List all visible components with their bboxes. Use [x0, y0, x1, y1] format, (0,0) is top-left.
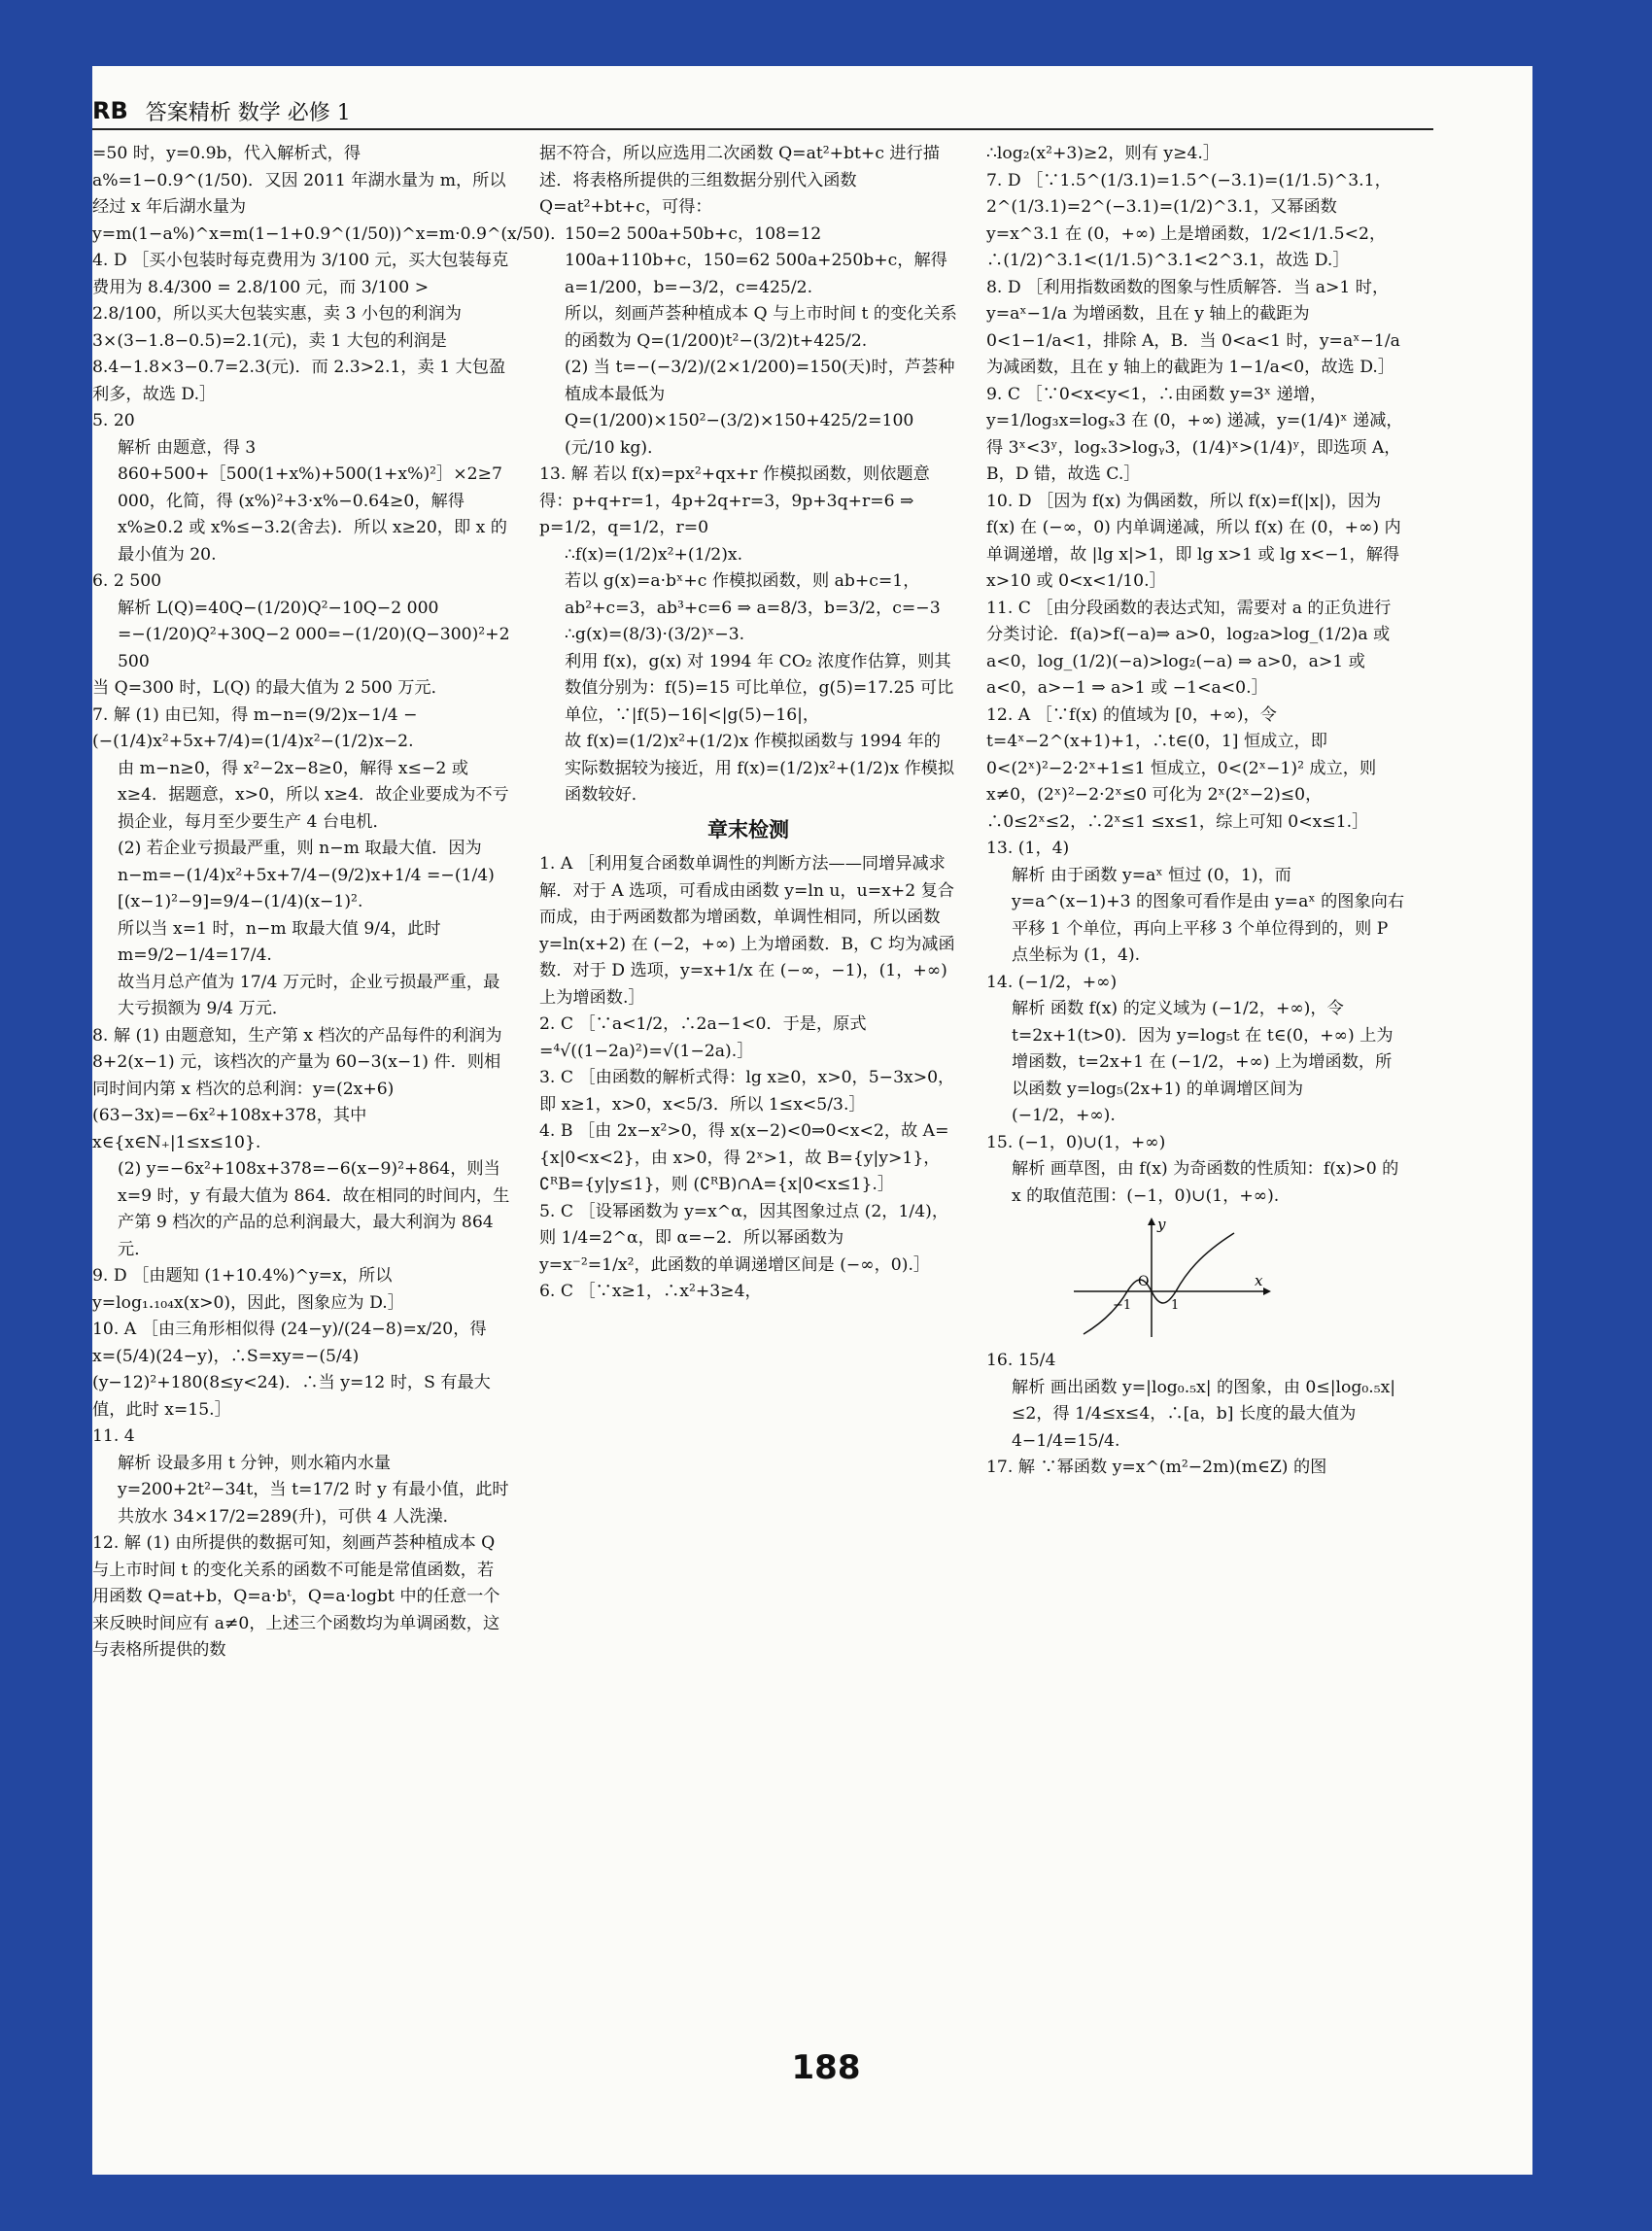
- tick-1: 1: [1171, 1298, 1180, 1313]
- text-block: ∴g(x)=(8/3)·(3/2)ˣ−3.: [565, 625, 745, 644]
- text-block: ∴f(x)=(1/2)x²+(1/2)x.: [565, 544, 743, 565]
- explanation: 解析 设最多用 t 分钟，则水箱内水量 y=200+2t²−34t，当 t=17/2 时 y 有最小值，此时共放水 34×17/2=289(升)，可供 4 人洗澡．: [118, 1453, 509, 1527]
- origin-label: O: [1138, 1274, 1150, 1289]
- answer-item: 11. 4: [92, 1426, 135, 1446]
- explanation: 解析 画草图，由 f(x) 为奇函数的性质知：f(x)>0 的 x 的取值范围：(−1，0)∪(1，+∞).: [1012, 1159, 1399, 1206]
- answer-item: 5. 20: [92, 411, 135, 430]
- equation-system: 150=2 500a+50b+c，108=12 100a+110b+c，150=62 500a+250b+c，解得 a=1/200，b=−3/2，c=425/2.: [565, 223, 947, 297]
- explanation: 解析 画出函数 y=|log₀.₅x| 的图象，由 0≤|log₀.₅x|≤2，得 1/4≤x≤4，∴[a，b] 长度的最大值为 4−1/4=15/4.: [1012, 1377, 1396, 1451]
- answer-item: 17. 解 ∵幂函数 y=x^(m²−2m)(m∈Z) 的图: [986, 1458, 1327, 1477]
- column-left: [92, 141, 568, 1665]
- answer-item: 6. C ［∵x≥1，∴x²+3≥4，: [539, 1282, 762, 1301]
- odd-function-sketch: [1064, 1216, 1278, 1342]
- text-block: 故当月总产值为 17/4 万元时，企业亏损最严重，最大亏损额为 9/4 万元．: [118, 972, 500, 1018]
- text-block: 所以，刻画芦荟种植成本 Q 与上市时间 t 的变化关系的函数为 Q=(1/200)t²−(3/2)t+425/2.: [565, 304, 957, 351]
- answer-item: 14. (−1/2，+∞): [986, 972, 1118, 992]
- answer-item: 2. C ［∵a<1/2，∴2a−1<0．于是，原式=⁴√((1−2a)²)=√(1−2a).］: [539, 1014, 867, 1061]
- answer-item: 7. D ［∵1.5^(1/3.1)=1.5^(−3.1)=(1/1.5)^3.1，2^(1/3.1)=2^(−3.1)=(1/2)^3.1，又幂函数 y=x^3.1 在 (0，+∞) 上是增函数，1/2<1/1.5<2，∴(1/2)^3.1<(1/1.5)^3.1<2^3.1，故选 D.］: [986, 170, 1392, 270]
- explanation: 解析 由题意，得 3 860+500+［500(1+x%)+500(1+x%)²］×2≥7 000，化简，得 (x%)²+3·x%−0.64≥0，解得 x%≥0.2 或 x%≤−3.2(舍去)．所以 x≥20，即 x 的最小值为 20.: [118, 437, 507, 565]
- page-number: 188: [791, 2048, 861, 2087]
- explanation: 解析 由于函数 y=aˣ 恒过 (0，1)，而 y=a^(x−1)+3 的图象可看作是由 y=aˣ 的图象向右平移 1 个单位，再向上平移 3 个单位得到的，则 P 点坐标为 (1，4).: [1012, 865, 1405, 965]
- text-block: 据不符合，所以应选用二次函数 Q=at²+bt+c 进行描述．将表格所提供的三组数据分别代入函数 Q=at²+bt+c，可得：: [539, 144, 940, 217]
- answer-item: 7. 解 (1) 由已知，得 m−n=(9/2)x−1/4 −(−(1/4)x²+5x+7/4)=(1/4)x²−(1/2)x−2.: [92, 704, 418, 751]
- text-block: 当 Q=300 时，L(Q) 的最大值为 2 500 万元．: [92, 678, 448, 698]
- answer-item: 5. C ［设幂函数为 y=x^α，因其图象过点 (2，1/4)，则 1/4=2^α，即 α=−2．所以幂函数为 y=x⁻²=1/x²，此函数的单调递增区间是 (−∞，0).］: [539, 1201, 949, 1275]
- text-block: =50 时，y=0.9b，代入解析式，得 a%=1−0.9^(1/50)．又因 2011 年湖水量为 m，所以经过 x 年后湖水量为 y=m(1−a%)^x=m(1−1+0.9^(1/50))^x=m·0.9^(x/50)．: [92, 144, 568, 244]
- answer-item: 13. 解 若以 f(x)=px²+qx+r 作模拟函数，则依题意得：p+q+r=1，4p+2q+r=3，9p+3q+r=6 ⇒ p=1/2，q=1/2，r=0: [539, 464, 930, 537]
- text-block: ∴log₂(x²+3)≥2，则有 y≥4.］: [986, 144, 1221, 163]
- answer-item: 12. 解 (1) 由所提供的数据可知，刻画芦荟种植成本 Q 与上市时间 t 的变化关系的函数不可能是常值函数，若用函数 Q=at+b，Q=a·bᵗ，Q=a·logbt 中的任意一个来反映时间应有 a≠0，上述三个函数均为单调函数，这与表格所提供的数: [92, 1533, 500, 1660]
- text-block: 利用 f(x)，g(x) 对 1994 年 CO₂ 浓度作估算，则其数值分别为：f(5)=15 可比单位，g(5)=17.25 可比单位，∵|f(5)−16|<|g(5)−16|，: [565, 651, 954, 725]
- x-axis-arrow: [1263, 1287, 1271, 1295]
- answer-item: 8. 解 (1) 由题意知，生产第 x 档次的产品每件的利润为 8+2(x−1) 元，该档次的产量为 60−3(x−1) 件．则相同时间内第 x 档次的总利润：y=(2x+6)(63−3x)=−6x²+108x+378，其中 x∈{x∈N₊|1≤x≤10}.: [92, 1025, 502, 1152]
- y-axis-arrow: [1148, 1218, 1155, 1225]
- text-block: 由 m−n≥0，得 x²−2x−8≥0，解得 x≤−2 或 x≥4．据题意，x>0，所以 x≥4．故企业要成为不亏损企业，每月至少要生产 4 台电机．: [118, 758, 509, 832]
- answer-item: 10. A ［由三角形相似得 (24−y)/(24−8)=x/20，得 x=(5/4)(24−y)，∴S=xy=−(5/4)(y−12)²+180(8≤y<24)．∴当 y=12 时，S 有最大值，此时 x=15.］: [92, 1320, 491, 1420]
- answer-item: 9. C ［∵0<x<y<1，∴由函数 y=3ˣ 递增，y=1/log₃x=logₓ3 在 (0，+∞) 递减，y=(1/4)ˣ 递减，得 3ˣ<3ʸ，logₓ3>logᵧ3，(1/4)ˣ>(1/4)ʸ，即选项 A，B，D 错，故选 C.］: [986, 384, 1403, 484]
- answer-item: 16. 15/4: [986, 1351, 1056, 1370]
- section-title: 章末检测: [707, 817, 789, 841]
- text-block: Q=(1/200)×150²−(3/2)×150+425/2=100 (元/10 kg)．: [565, 411, 914, 458]
- answer-item: 4. D ［买小包装时每克费用为 3/100 元，买大包装每克费用为 8.4/300 = 2.8/100 元，而 3/100 > 2.8/100，所以买大包装实惠，卖 3 小包的利润为 3×(3−1.8−0.5)=2.1(元)，卖 1 大包的利润是 8.4−1.8×3−0.7=2.3(元)．而 2.3>2.1，卖 1 大包盈利多，故选 D.］: [92, 251, 509, 404]
- answer-item: 4. B ［由 2x−x²>0，得 x(x−2)<0⇒0<x<2，故 A={x|0<x<2}，由 x>0，得 2ˣ>1，故 B={y|y>1}，∁ᴿB={y|y≤1}，则 (∁ᴿB)∩A={x|0<x≤1}.］: [539, 1121, 949, 1194]
- text-block: 若以 g(x)=a·bˣ+c 作模拟函数，则 ab+c=1，ab²+c=3，ab³+c=6 ⇒ a=8/3，b=3/2，c=−3: [565, 571, 941, 618]
- x-label: x: [1255, 1272, 1263, 1289]
- answer-item: 3. C ［由函数的解析式得：lg x≥0，x>0，5−3x>0，即 x≥1，x>0，x<5/3．所以 1≤x<5/3.］: [539, 1068, 955, 1115]
- column-middle: [539, 141, 957, 1306]
- text-block: 所以当 x=1 时，n−m 取最大值 9/4，此时 m=9/2−1/4=17/4.: [118, 918, 441, 965]
- answer-item: 8. D ［利用指数函数的图象与性质解答．当 a>1 时，y=aˣ−1/a 为增函数，且在 y 轴上的截距为 0<1−1/a<1，排除 A，B．当 0<a<1 时，y=aˣ−1/a 为减函数，且在 y 轴上的截距为 1−1/a<0，故选 D.］: [986, 277, 1400, 377]
- answer-item: 9. D ［由题知 (1+10.4%)^y=x，所以 y=log₁.₁₀₄x(x>0)，因此，图象应为 D.］: [92, 1266, 404, 1313]
- answer-item: 6. 2 500: [92, 571, 162, 591]
- text-block: (2) 当 t=−(−3/2)/(2×1/200)=150(天)时，芦荟种植成本最低为: [565, 358, 955, 404]
- text-block: 故 f(x)=(1/2)x²+(1/2)x 作模拟函数与 1994 年的实际数据较为接近，用 f(x)=(1/2)x²+(1/2)x 作模拟函数较好．: [565, 732, 955, 805]
- answer-item: 10. D ［因为 f(x) 为偶函数，所以 f(x)=f(|x|)，因为 f(x) 在 (−∞，0) 内单调递减，所以 f(x) 在 (0，+∞) 内单调递增，故 |lg x|>1，即 lg x>1 或 lg x<−1，解得 x>10 或 0<x<1/10.］: [986, 491, 1401, 591]
- tick-neg1: −1: [1113, 1298, 1132, 1313]
- header-text: 答案精析 数学 必修 1: [145, 100, 351, 125]
- header-rule: [92, 128, 1433, 130]
- answer-item: 11. C ［由分段函数的表达式知，需要对 a 的正负进行分类讨论．f(a)>f(−a)⇒ a>0，log₂a>log_(1/2)a 或 a<0，log_(1/2)(−a)>log₂(−a) ⇒ a>0，a>1 或 a<0，a>−1 ⇒ a>1 或 −1<a<0.］: [986, 598, 1392, 698]
- curve: [1084, 1233, 1234, 1334]
- y-label: y: [1157, 1216, 1166, 1233]
- rb-logo: RB: [92, 97, 128, 124]
- text-block: (2) 若企业亏损最严重，则 n−m 取最大值．因为 n−m=−(1/4)x²+5x+7/4−(9/2)x+1/4 =−(1/4)[(x−1)²−9]=9/4−(1/4)(x−1)².: [118, 839, 495, 911]
- explanation: 解析 L(Q)=40Q−(1/20)Q²−10Q−2 000 =−(1/20)Q²+30Q−2 000=−(1/20)(Q−300)²+2 500: [118, 598, 510, 671]
- answer-item: 13. (1，4): [986, 839, 1070, 858]
- column-right: [986, 141, 1404, 1482]
- answer-item: 15. (−1，0)∪(1，+∞): [986, 1132, 1166, 1152]
- answer-item: 1. A ［利用复合函数单调性的判断方法——同增异减求解．对于 A 选项，可看成由函数 y=ln u，u=x+2 复合而成，由于两函数都为增函数，单调性相同，所以函数 y=ln(x+2) 在 (−2，+∞) 上为增函数．B，C 均为减函数．对于 D 选项，y=x+1/x 在 (−∞，−1)，(1，+∞) 上为增函数.］: [539, 854, 955, 1008]
- answer-item: 12. A ［∵f(x) 的值域为 [0，+∞)，令 t=4ˣ−2^(x+1)+1，∴t∈(0，1] 恒成立，即 0<(2ˣ)²−2·2ˣ+1≤1 恒成立，0<(2ˣ−1)² 成立，则 x≠0，(2ˣ)²−2·2ˣ≤0 可化为 2ˣ(2ˣ−2)≤0，∴0≤2ˣ≤2，∴2ˣ≤1 ≤x≤1，综上可知 0<x≤1.］: [986, 704, 1377, 832]
- text-block: (2) y=−6x²+108x+378=−6(x−9)²+864，则当 x=9 时，y 有最大值为 864．故在相同的时间内，生产第 9 档次的产品的总利润最大，最大利润为 864 元．: [118, 1159, 510, 1259]
- page-header: [92, 94, 351, 127]
- explanation: 解析 函数 f(x) 的定义域为 (−1/2，+∞)，令 t=2x+1(t>0)．因为 y=log₅t 在 t∈(0，+∞) 上为增函数，t=2x+1 在 (−1/2，+∞) 上为增函数，所以函数 y=log₅(2x+1) 的单调增区间为 (−1/2，+∞).: [1012, 999, 1394, 1125]
